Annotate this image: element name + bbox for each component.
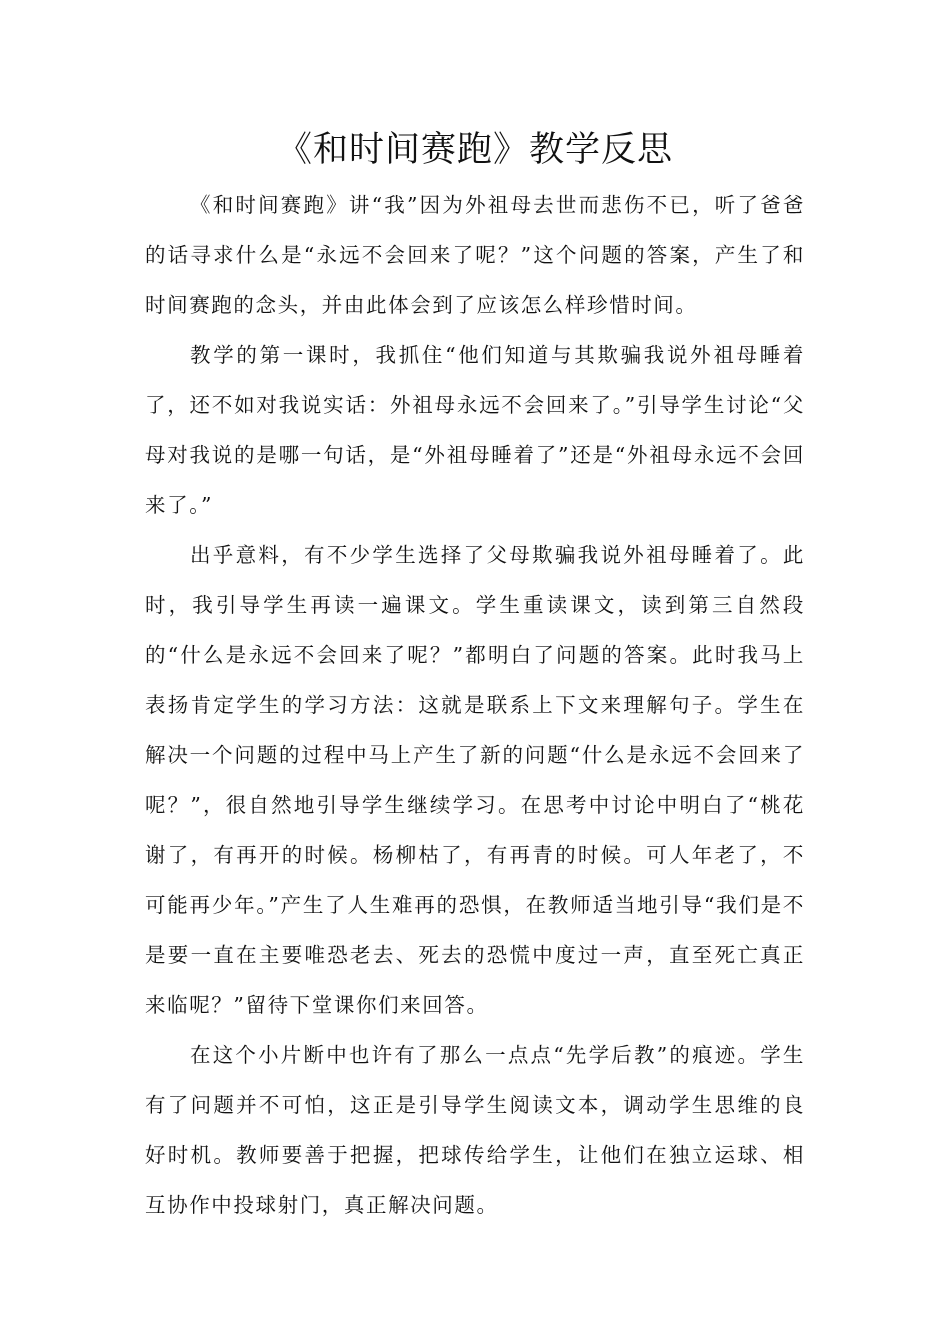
paragraph-3: 出乎意料，有不少学生选择了父母欺骗我说外祖母睡着了。此时，我引导学生再读一遍课文。学生重读课文，读到第三自然段的“什么是永远不会回来了呢？”都明白了问题的答案。此时我马上表扬肯定学生的学习方法：这就是联系上下文来理解句子。学生在解决一个问题的过程中马上产生了新的问题“什么是永远不会回来了呢？”，很自然地引导学生继续学习。在思考中讨论中明白了“桃花谢了，有再开的时候。杨柳枯了，有再青的时候。可人年老了，不可能再少年。”产生了人生难再的恐惧，在教师适当地引导“我们是不是要一直在主要唯恐老去、死去的恐慌中度过一声，直至死亡真正来临呢？”留待下堂课你们来回答。 — [145, 543, 805, 1017]
paragraph-2: 教学的第一课时，我抓住“他们知道与其欺骗我说外祖母睡着了，还不如对我说实话：外祖母永远不会回来了。”引导学生讨论“父母对我说的是哪一句话，是“外祖母睡着了”还是“外祖母永远不会回来了。” — [145, 343, 805, 517]
paragraph-1: 《和时间赛跑》讲“我”因为外祖母去世而悲伤不已，听了爸爸的话寻求什么是“永远不会回来了呢？”这个问题的答案，产生了和时间赛跑的念头，并由此体会到了应该怎么样珍惜时间。 — [145, 193, 805, 317]
paragraph-4: 在这个小片断中也许有了那么一点点“先学后教”的痕迹。学生有了问题并不可怕，这正是引导学生阅读文本，调动学生思维的良好时机。教师要善于把握，把球传给学生，让他们在独立运球、相互协作中投球射门，真正解决问题。 — [145, 1043, 805, 1217]
document-title: 《和时间赛跑》教学反思 — [276, 130, 673, 170]
document-body — [145, 180, 805, 1230]
